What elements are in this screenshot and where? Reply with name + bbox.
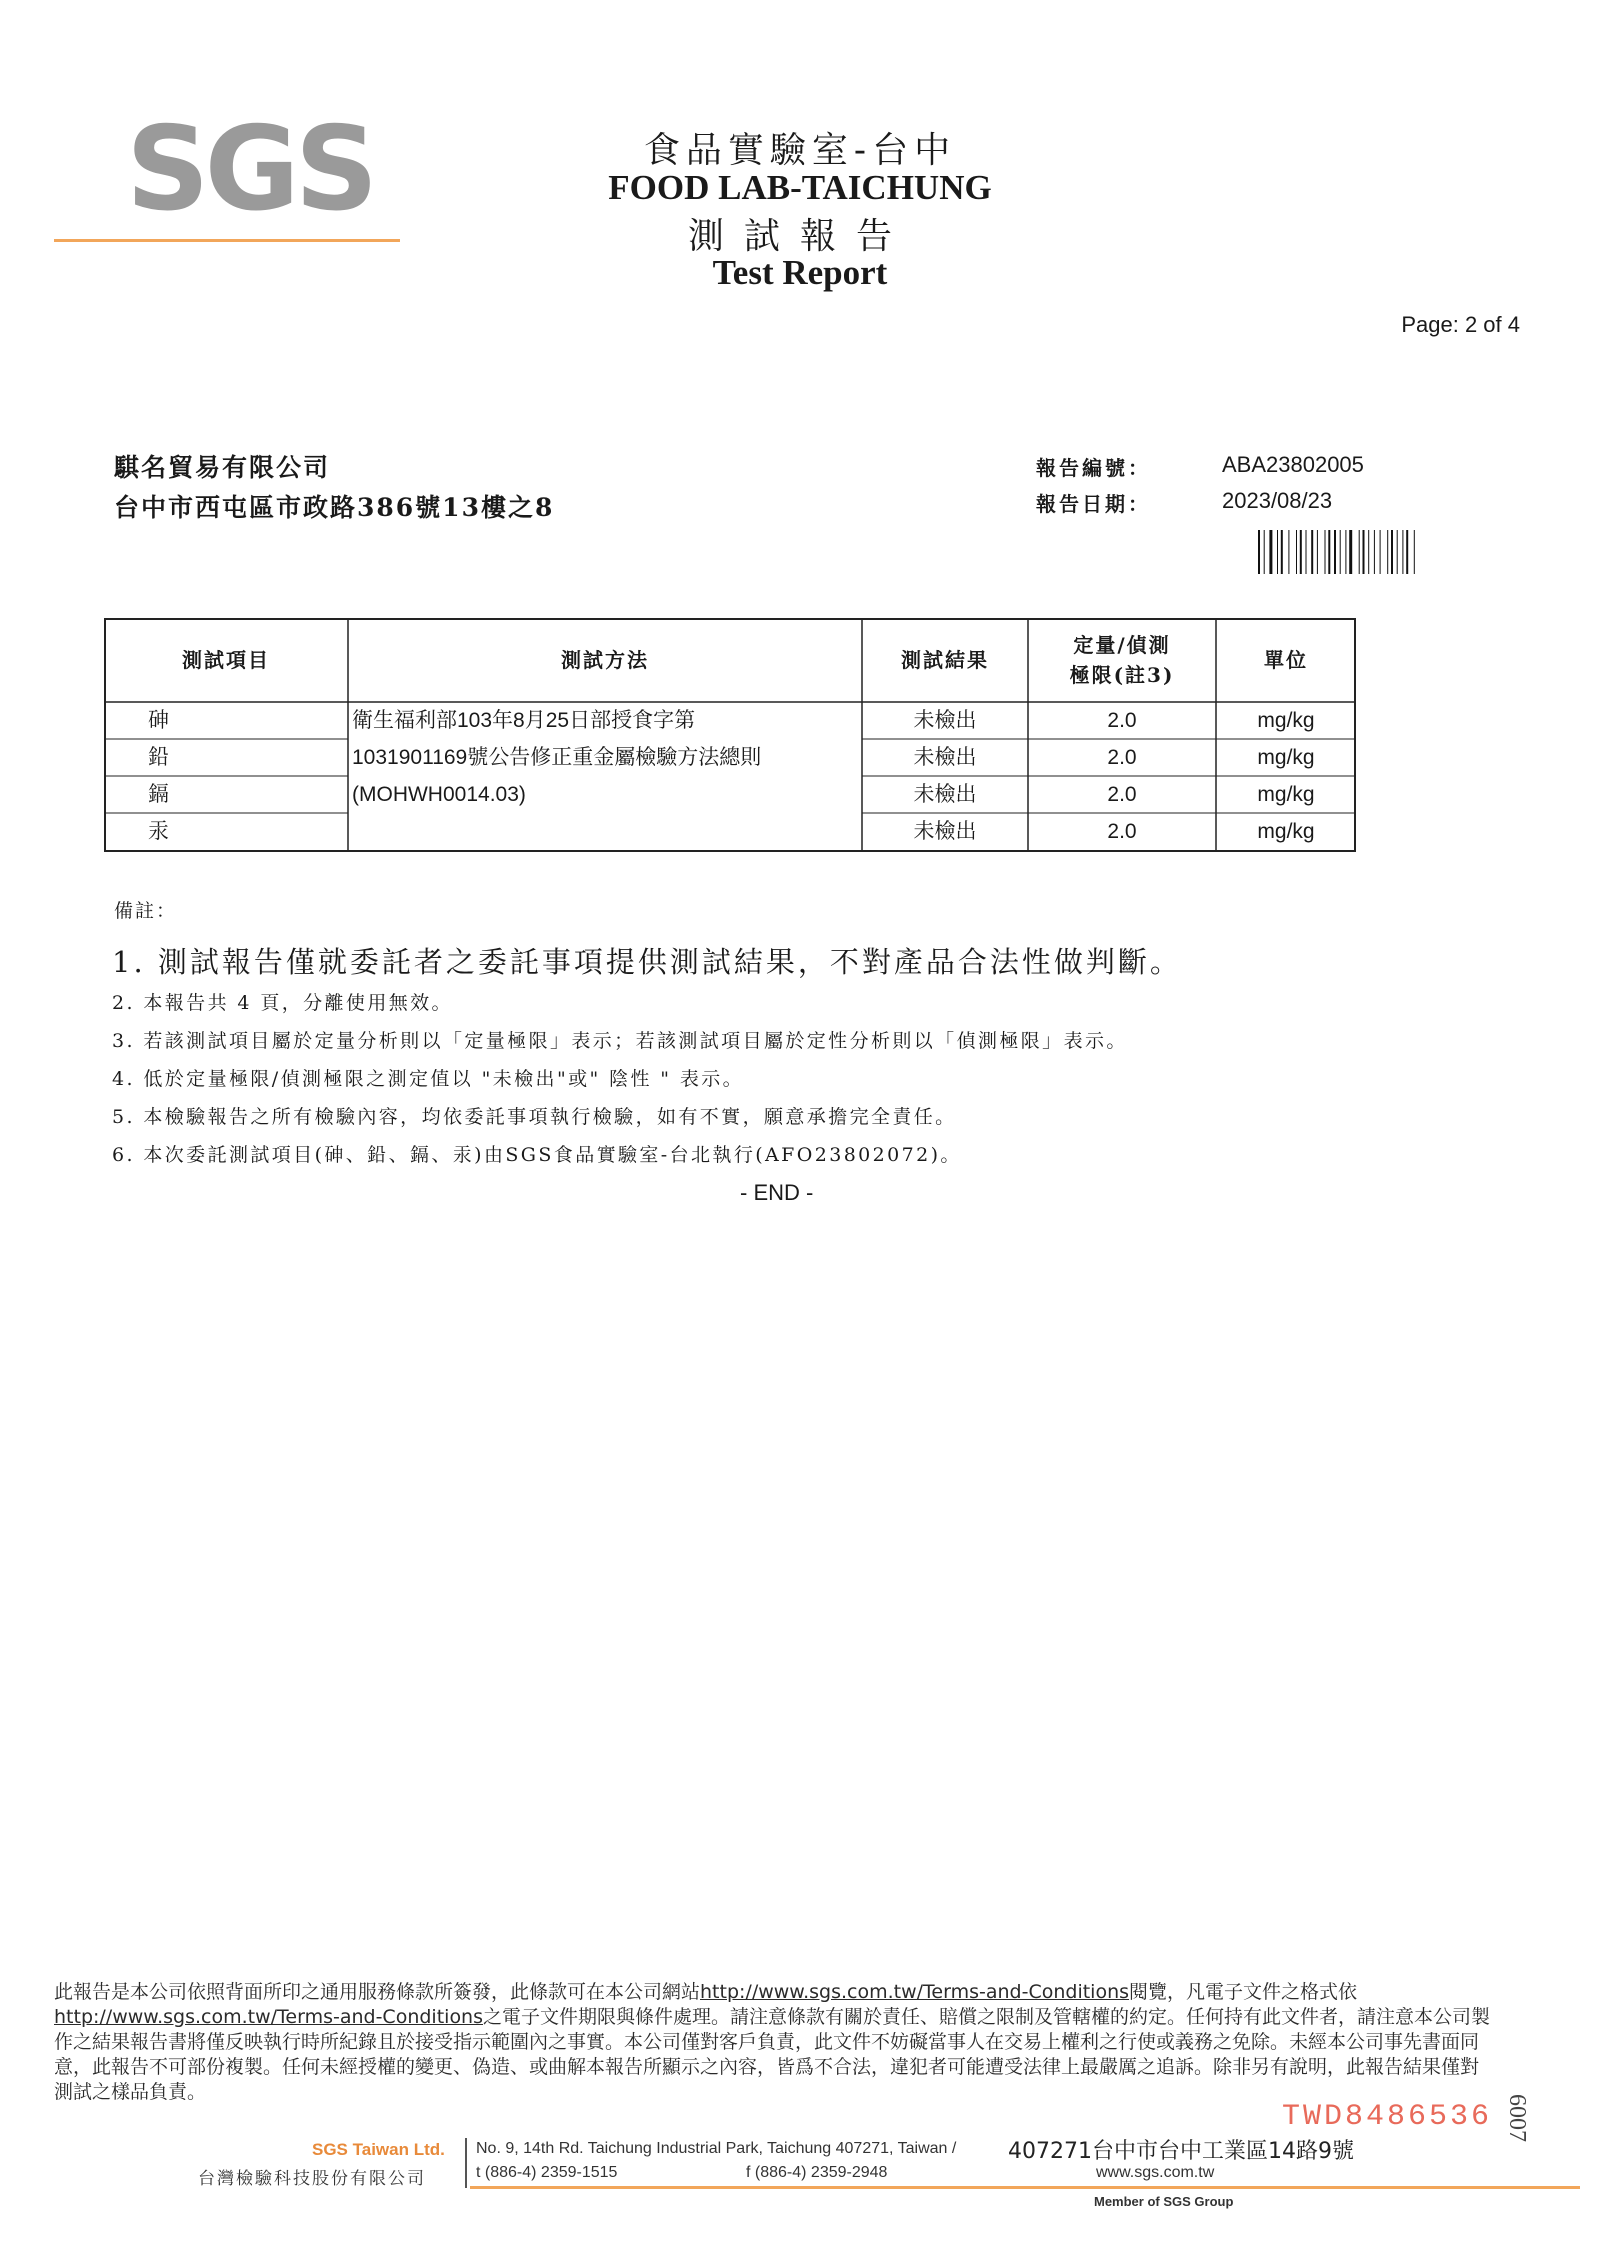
barcode-bar bbox=[1264, 530, 1265, 574]
barcode-bar bbox=[1363, 530, 1365, 574]
address-en: No. 9, 14th Rd. Taichung Industrial Park, Taichung 407271, Taiwan / bbox=[476, 2140, 957, 2157]
row-result: 未檢出 bbox=[913, 744, 977, 769]
header-method: 測試方法 bbox=[561, 648, 649, 672]
note-item: 2. 本報告共 4 頁，分離使用無效。 bbox=[112, 992, 453, 1014]
header-limit-line1: 定量/偵測 bbox=[1073, 633, 1171, 657]
logo-text: SGS bbox=[126, 102, 374, 237]
barcode bbox=[1258, 530, 1472, 574]
header-limit-line2: 極限(註3) bbox=[1069, 663, 1175, 687]
method-line: 衛生福利部103年8月25日部授食字第 bbox=[352, 709, 696, 732]
barcode-bar bbox=[1269, 530, 1272, 574]
phone: t (886-4) 2359-1515 bbox=[476, 2164, 618, 2181]
row-unit: mg/kg bbox=[1257, 820, 1315, 844]
barcode-bar bbox=[1380, 530, 1381, 574]
lab-title-en: FOOD LAB-TAICHUNG bbox=[608, 168, 992, 207]
row-result: 未檢出 bbox=[913, 707, 977, 732]
barcode-bar bbox=[1340, 530, 1341, 574]
header-item: 測試項目 bbox=[182, 648, 270, 672]
logo-underline bbox=[54, 239, 400, 242]
barcode-bar bbox=[1334, 530, 1336, 574]
barcode-bar bbox=[1328, 530, 1330, 574]
row-item: 鉛 bbox=[148, 744, 169, 769]
row-limit: 2.0 bbox=[1107, 745, 1137, 769]
note-item: 6. 本次委託測試項目(砷、鉛、鎘、汞)由SGS食品實驗室-台北執行(AFO23802072)。 bbox=[112, 1144, 962, 1166]
report-date: 2023/08/23 bbox=[1222, 488, 1333, 513]
method-cell bbox=[352, 702, 762, 813]
row-unit: mg/kg bbox=[1257, 745, 1315, 769]
disclaimer-text: 此報告是本公司依照背面所印之通用服務條款所簽發，此條款可在本公司網站 bbox=[54, 1981, 701, 2003]
row-item: 汞 bbox=[148, 819, 169, 844]
company-name-en: SGS Taiwan Ltd. bbox=[312, 2140, 445, 2159]
barcode-bar bbox=[1296, 530, 1297, 574]
note-item: 3. 若該測試項目屬於定量分析則以「定量極限」表示；若該測試項目屬於定性分析則以「偵測極限」表示。 bbox=[112, 1030, 1128, 1052]
barcode-bar bbox=[1258, 530, 1260, 574]
barcode-bar bbox=[1349, 530, 1352, 574]
results-table bbox=[104, 618, 1356, 852]
report-title-en: Test Report bbox=[712, 253, 888, 292]
lab-title-zh: 食品實驗室-台中 bbox=[643, 130, 957, 171]
barcode-bar bbox=[1368, 530, 1369, 574]
row-unit: mg/kg bbox=[1257, 708, 1315, 732]
row-result: 未檢出 bbox=[913, 819, 977, 844]
barcode-bar bbox=[1359, 530, 1360, 574]
barcode-bar bbox=[1406, 530, 1408, 574]
barcode-bar bbox=[1306, 530, 1307, 574]
header-unit: 單位 bbox=[1264, 648, 1308, 672]
terms-link[interactable]: http://www.sgs.com.tw/Terms-and-Conditions bbox=[54, 2006, 484, 2028]
serial-number: TWD8486536 bbox=[1282, 2100, 1493, 2134]
client-address: 台中市西屯區市政路386號13樓之8 bbox=[114, 493, 555, 522]
header-result: 測試結果 bbox=[901, 648, 989, 672]
row-item: 砷 bbox=[148, 707, 169, 732]
barcode-bar bbox=[1277, 530, 1278, 574]
company-name-zh: 台灣檢驗科技股份有限公司 bbox=[198, 2169, 426, 2189]
legal-disclaimer bbox=[54, 1980, 1494, 2105]
report-number: ABA23802005 bbox=[1222, 452, 1364, 477]
barcode-bar bbox=[1391, 530, 1393, 574]
header-limit bbox=[1028, 618, 1216, 702]
row-result: 未檢出 bbox=[913, 781, 977, 806]
method-line: (MOHWH0014.03) bbox=[352, 783, 526, 806]
barcode-bar bbox=[1397, 530, 1398, 574]
footer-divider bbox=[465, 2138, 467, 2188]
barcode-bar bbox=[1317, 530, 1318, 574]
footer-rule bbox=[470, 2186, 1580, 2189]
client-name: 騏名貿易有限公司 bbox=[114, 453, 331, 482]
report-title-zh: 測試報告 bbox=[687, 216, 912, 257]
row-item: 鎘 bbox=[148, 781, 169, 806]
row-limit: 2.0 bbox=[1107, 820, 1137, 844]
row-limit: 2.0 bbox=[1107, 782, 1137, 806]
fax: f (886-4) 2359-2948 bbox=[746, 2164, 888, 2181]
disclaimer-text: 之電子文件期限與條件處理。請注意條款有關於責任、賠償之限制及管轄權的約定。任何持有此文件者，請注意本公司製作之結果報告書將僅反映執行時所紀錄且於接受指示範圍內之事實。本公司僅對客戶負責，此文件不妨礙當事人在交易上權利之行使或義務之免除。未經本公司事先書面同意，此報告不可部份複製。任何未經授權的變更、偽造、或曲解本報告所顯示之內容，皆爲不合法，違犯者可能遭受法律上最嚴厲之追訴。除非另有說明，此報告結果僅對測試之樣品負責。 bbox=[54, 2006, 1491, 2103]
barcode-bar bbox=[1414, 530, 1415, 574]
barcode-bar bbox=[1402, 530, 1403, 574]
barcode-bar bbox=[1311, 530, 1313, 574]
note-item: 5. 本檢驗報告之所有檢驗內容，均依委託事項執行檢驗，如有不實，願意承擔完全責任。 bbox=[112, 1106, 957, 1128]
report-number-label: 報告編號： bbox=[1036, 456, 1151, 480]
note-item: 4. 低於定量極限/偵測極限之測定值以 "未檢出"或" 陰性 " 表示。 bbox=[112, 1068, 745, 1090]
address-zh: 407271台中市台中工業區14路9號 bbox=[1008, 2139, 1354, 2164]
page-number: Page: 2 of 4 bbox=[1401, 312, 1520, 337]
terms-link[interactable]: http://www.sgs.com.tw/Terms-and-Conditions bbox=[700, 1981, 1130, 2003]
disclaimer-text: 閱覽，凡電子文件之格式依 bbox=[1129, 1981, 1358, 2003]
row-unit: mg/kg bbox=[1257, 782, 1315, 806]
report-date-label: 報告日期： bbox=[1036, 492, 1151, 516]
barcode-bar bbox=[1387, 530, 1388, 574]
method-line: 1031901169號公告修正重金屬檢驗方法總則 bbox=[352, 746, 762, 769]
website-link[interactable]: www.sgs.com.tw bbox=[1096, 2164, 1215, 2181]
barcode-bar bbox=[1281, 530, 1283, 574]
end-marker: - END - bbox=[740, 1180, 814, 1205]
sgs-logo bbox=[126, 102, 374, 244]
row-limit: 2.0 bbox=[1107, 708, 1137, 732]
barcode-bar bbox=[1325, 530, 1326, 574]
side-number: 6007 bbox=[1504, 2094, 1530, 2142]
barcode-bar bbox=[1300, 530, 1302, 574]
barcode-bar bbox=[1288, 530, 1289, 574]
note-item: 1. 測試報告僅就委託者之委託事項提供測試結果，不對產品合法性做判斷。 bbox=[112, 945, 1182, 979]
barcode-bar bbox=[1374, 530, 1375, 574]
barcode-bar bbox=[1345, 530, 1346, 574]
member-of-group: Member of SGS Group bbox=[1094, 2194, 1234, 2209]
notes-title: 備註： bbox=[114, 900, 178, 922]
